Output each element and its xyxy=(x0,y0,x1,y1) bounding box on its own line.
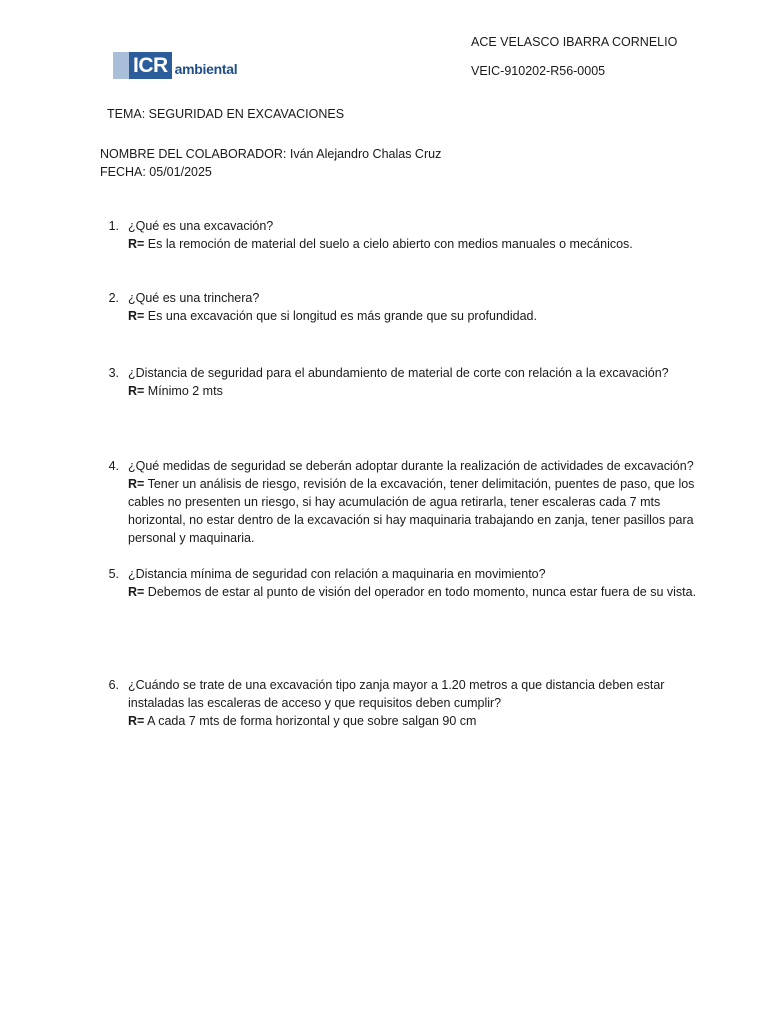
document-meta xyxy=(100,145,441,181)
answer-text: R= Es una excavación que si longitud es más grande que su profundidad. xyxy=(128,309,537,323)
answer-text: R= Mínimo 2 mts xyxy=(128,384,223,398)
list-item xyxy=(100,457,700,547)
collaborator-name: NOMBRE DEL COLABORADOR: Iván Alejandro Chalas Cruz xyxy=(100,147,442,161)
answer-text: R= Tener un análisis de riesgo, revisión de la excavación, tener delimitación, puentes de paso, que los cables no presenten un riesgo, si hay acumulación de agua retirarla, tener escaleras cada 7 mts horizontal, no estar dentro de la excavación si hay maquinaria trabajando en zanja, tener pasillos para personal y maquinaria. xyxy=(128,477,695,545)
header-name: ACE VELASCO IBARRA CORNELIO xyxy=(471,35,678,49)
header-info xyxy=(471,33,677,80)
list-item xyxy=(100,217,700,253)
item-number: 6. xyxy=(108,678,119,692)
list-item xyxy=(100,565,700,601)
question-text: ¿Qué es una trinchera? xyxy=(128,291,260,305)
list-item xyxy=(100,676,700,730)
answer-prefix: R= xyxy=(128,384,145,398)
answer-prefix: R= xyxy=(128,714,145,728)
logo-word: ambiental xyxy=(174,60,238,77)
question-list xyxy=(100,217,700,730)
document-date: FECHA: 05/01/2025 xyxy=(100,165,212,179)
answer-prefix: R= xyxy=(128,477,145,491)
answer-text: R= Debemos de estar al punto de visión del operador en todo momento, nunca estar fuera de su vista. xyxy=(128,585,697,599)
question-text: ¿Distancia de seguridad para el abundamiento de material de corte con relación a la excavación? xyxy=(128,366,669,380)
answer-prefix: R= xyxy=(128,237,145,251)
header-code: VEIC-910202-R56-0005 xyxy=(471,64,606,78)
answer-prefix: R= xyxy=(128,309,145,323)
item-number: 5. xyxy=(108,567,119,581)
answer-text: R= A cada 7 mts de forma horizontal y que sobre salgan 90 cm xyxy=(128,714,477,728)
company-logo xyxy=(113,52,237,79)
answer-prefix: R= xyxy=(128,585,145,599)
item-number: 2. xyxy=(108,291,119,305)
document-topic: TEMA: SEGURIDAD EN EXCAVACIONES xyxy=(107,107,345,121)
logo-mark: ICR xyxy=(113,52,172,79)
item-number: 4. xyxy=(108,459,119,473)
list-item xyxy=(100,364,700,400)
question-text: ¿Distancia mínima de seguridad con relación a maquinaria en movimiento? xyxy=(128,567,546,581)
question-text: ¿Qué medidas de seguridad se deberán adoptar durante la realización de actividades de excavación? xyxy=(128,459,694,473)
list-item xyxy=(100,289,700,325)
item-number: 1. xyxy=(108,219,119,233)
question-text: ¿Qué es una excavación? xyxy=(128,219,274,233)
question-text: ¿Cuándo se trate de una excavación tipo zanja mayor a 1.20 metros a que distancia deben estar instaladas las escaleras de acceso y que requisitos deben cumplir? xyxy=(128,678,665,710)
item-number: 3. xyxy=(108,366,119,380)
answer-text: R= Es la remoción de material del suelo a cielo abierto con medios manuales o mecánicos. xyxy=(128,237,633,251)
